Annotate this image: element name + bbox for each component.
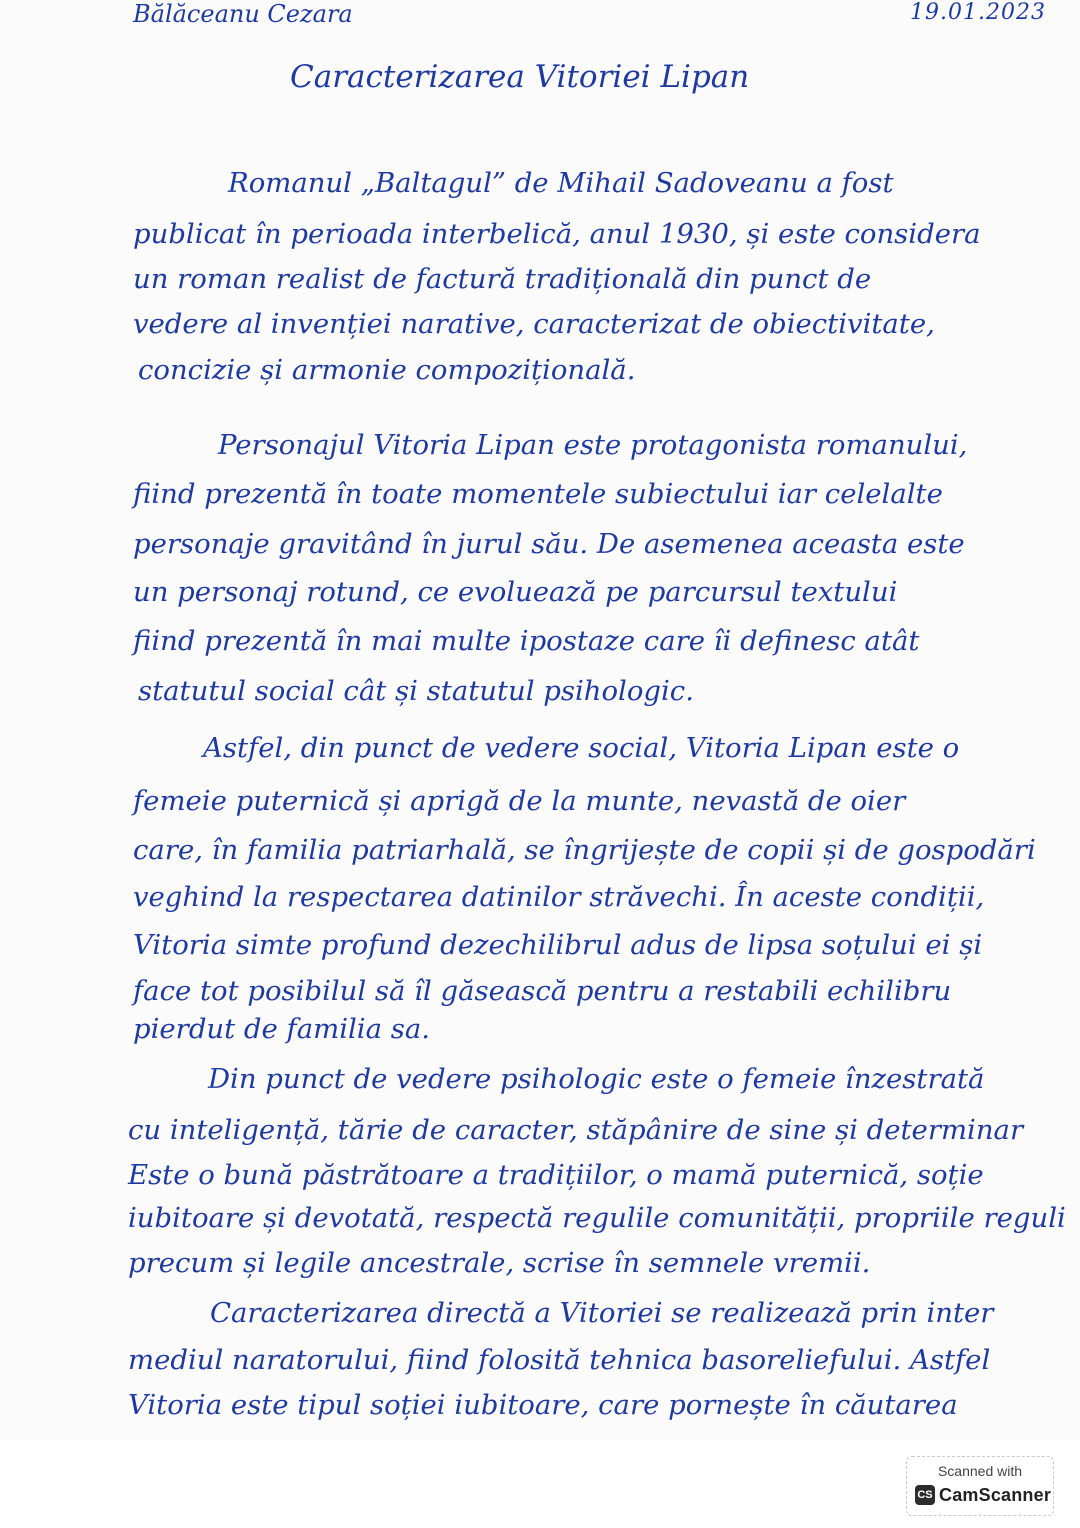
camscanner-logo-icon: CS (915, 1485, 935, 1505)
text-line: statutul social cât și statutul psihologic. (138, 675, 694, 707)
text-line: Din punct de vedere psihologic este o femeie înzestrată (208, 1063, 985, 1095)
watermark-caption: Scanned with (937, 1463, 1023, 1479)
text-line: care, în familia patriarhală, se îngrijește de copii și de gospodări (133, 834, 1036, 866)
watermark-brand (915, 1483, 1051, 1507)
text-line: cu inteligență, tărie de caracter, stăpânire de sine și determinar (128, 1114, 1024, 1146)
essay-title: Caracterizarea Vitoriei Lipan (290, 59, 750, 95)
text-line: un roman realist de factură tradițională din punct de (133, 263, 872, 295)
date: 19.01.2023 (910, 0, 1046, 25)
text-line: personaje gravitând în jurul său. De asemenea aceasta este (133, 528, 965, 560)
text-line: face tot posibilul să îl găsească pentru a restabili echilibru (133, 975, 952, 1007)
text-line: Vitoria este tipul soției iubitoare, care pornește în căutarea (128, 1389, 958, 1421)
text-line: un personaj rotund, ce evoluează pe parcursul textului (133, 576, 898, 608)
text-line: fiind prezentă în toate momentele subiectului iar celelalte (133, 478, 943, 510)
text-line: femeie puternică și aprigă de la munte, nevastă de oier (133, 785, 906, 817)
camscanner-watermark (906, 1456, 1054, 1516)
text-line: mediul naratorului, fiind folosită tehnica basoreliefului. Astfel (128, 1344, 991, 1376)
text-line: publicat în perioada interbelică, anul 1930, și este considera (133, 218, 981, 250)
text-line: veghind la respectarea datinilor străvechi. În aceste condiții, (133, 881, 985, 913)
text-line: iubitoare și devotată, respectă regulile comunității, propriile reguli (128, 1202, 1066, 1234)
author-name: Bălăceanu Cezara (133, 0, 353, 28)
text-line: concizie și armonie compozițională. (138, 354, 636, 386)
text-line: Caracterizarea directă a Vitoriei se realizează prin inter (210, 1297, 994, 1329)
text-line: precum și legile ancestrale, scrise în semnele vremii. (128, 1247, 871, 1279)
text-line: Vitoria simte profund dezechilibrul adus de lipsa soțului ei și (133, 929, 983, 961)
text-line: vedere al invenției narative, caracterizat de obiectivitate, (133, 308, 935, 340)
text-line: Astfel, din punct de vedere social, Vitoria Lipan este o (203, 732, 960, 764)
text-line: Personajul Vitoria Lipan este protagonista romanului, (218, 429, 968, 461)
text-line: Romanul „Baltagul” de Mihail Sadoveanu a fost (228, 167, 894, 199)
text-line: Este o bună păstrătoare a tradițiilor, o mamă puternică, soție (128, 1159, 984, 1191)
text-line: fiind prezentă în mai multe ipostaze care îi definesc atât (133, 625, 920, 657)
watermark-brand-name: CamScanner (939, 1484, 1052, 1505)
text-line: pierdut de familia sa. (133, 1013, 430, 1045)
